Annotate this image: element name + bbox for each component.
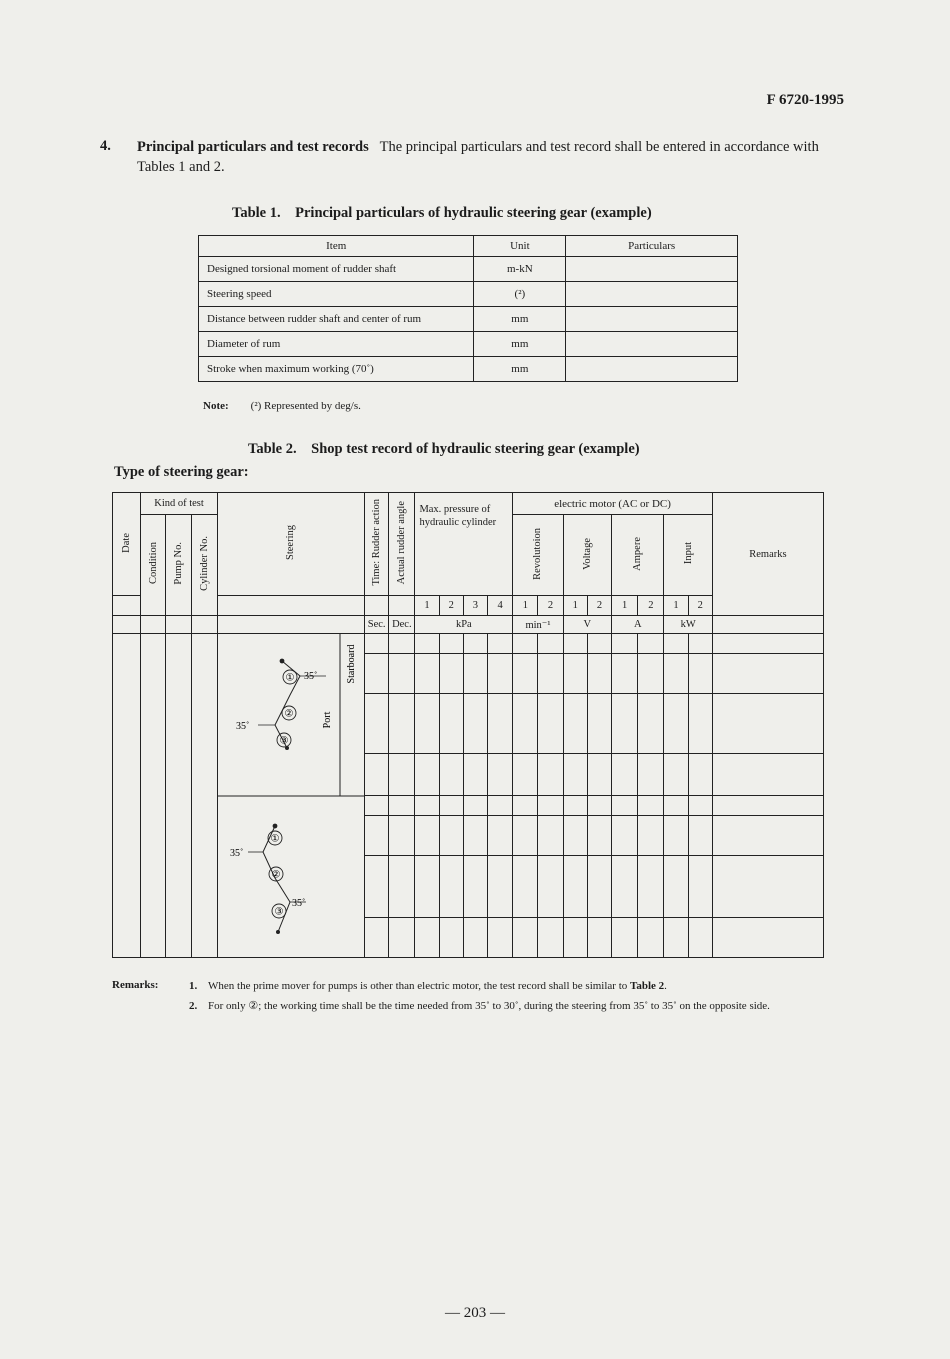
svg-text:③: ③ xyxy=(274,906,284,918)
particulars-cell xyxy=(566,332,738,357)
item-cell: Designed torsional moment of rudder shaft xyxy=(199,257,474,282)
volt-col-2: 2 xyxy=(587,596,611,616)
item-cell: Diameter of rum xyxy=(199,332,474,357)
unit-cell: mm xyxy=(474,357,566,382)
header-row-1 xyxy=(113,493,824,515)
cylinder-no-header: Cylinder No. xyxy=(191,515,217,616)
section-text-a: The principal particulars and test record shall be entered in accordance with xyxy=(379,139,819,155)
input-col-1: 1 xyxy=(664,596,688,616)
lower-angle-port: 35˚ xyxy=(229,848,244,859)
pressure-col-2: 2 xyxy=(439,596,463,616)
amp-col-1: 1 xyxy=(612,596,638,616)
table-row xyxy=(113,634,824,654)
unit-volt: V xyxy=(563,616,611,634)
kind-of-test-header: Kind of test xyxy=(141,493,218,515)
units-row xyxy=(113,616,824,634)
step-2-ref: ② xyxy=(248,1000,259,1012)
table1-note xyxy=(203,400,361,412)
rev-col-2: 2 xyxy=(538,596,563,616)
section-title: Principal particulars and test records xyxy=(137,139,369,155)
unit-amp: A xyxy=(612,616,664,634)
svg-text:①: ① xyxy=(285,672,295,684)
unit-cell: mm xyxy=(474,332,566,357)
unit-rev: min⁻¹ xyxy=(513,616,563,634)
remarks-label: Remarks: xyxy=(112,979,159,991)
particulars-cell xyxy=(566,282,738,307)
table-header-row xyxy=(199,236,738,257)
note-text: (²) Represented by deg/s. xyxy=(250,400,361,412)
table1-caption-text: Principal particulars of hydraulic steering gear (example) xyxy=(295,205,652,221)
steering-blank xyxy=(217,596,364,616)
time-blank xyxy=(365,596,389,616)
document-code: F 6720-1995 xyxy=(766,92,844,108)
unit-cell: m-kN xyxy=(474,257,566,282)
section-tables-ref: Tables 1 xyxy=(137,159,186,175)
upper-angle-port: 35˚ xyxy=(235,721,250,732)
input-col-2: 2 xyxy=(688,596,712,616)
section-number: 4. xyxy=(100,138,111,154)
date-header: Date xyxy=(113,493,141,596)
voltage-header: Voltage xyxy=(563,515,611,596)
svg-text:③: ③ xyxy=(279,735,289,747)
item-cell: Stroke when maximum working (70˚) xyxy=(199,357,474,382)
table-row xyxy=(199,282,738,307)
column-header-item: Item xyxy=(199,236,474,257)
section-text-b: and 2. xyxy=(185,159,225,175)
starboard-label: Starboard xyxy=(345,644,357,684)
actual-rudder-angle-header: Actual rudder angle xyxy=(389,493,415,596)
lower-angle-starboard: 35˚ xyxy=(291,898,306,909)
rudder-action-time-header: Time: Rudder action xyxy=(365,493,389,596)
table-row xyxy=(199,257,738,282)
steering-gear-type-label: Type of steering gear: xyxy=(114,464,249,480)
table2-caption-text: Shop test record of hydraulic steering gear (example) xyxy=(311,441,640,457)
svg-text:②: ② xyxy=(271,869,281,881)
table2-caption-number: Table 2. xyxy=(248,441,297,457)
pump-no-header: Pump No. xyxy=(166,515,191,616)
unit-kw: kW xyxy=(664,616,712,634)
unit-kpa: kPa xyxy=(415,616,513,634)
unit-deg: Dec. xyxy=(389,616,415,634)
revolution-header: Revolutoion xyxy=(513,515,563,596)
condition-header: Condition xyxy=(141,515,166,616)
table-row xyxy=(199,307,738,332)
particulars-cell xyxy=(566,357,738,382)
upper-angle-starboard: 35˚ xyxy=(303,671,318,682)
particulars-cell xyxy=(566,307,738,332)
item-cell: Steering speed xyxy=(199,282,474,307)
angle-blank xyxy=(389,596,415,616)
steering-header: Steering xyxy=(217,493,364,596)
shop-test-record-table xyxy=(112,492,824,958)
amp-col-2: 2 xyxy=(638,596,664,616)
remark-item-2: 2. For only ②; the working time shall be the time needed from 35˚ to 30˚, during the steering from 35˚ to 35˚ on the opposite side. xyxy=(189,1000,770,1012)
max-pressure-header: Max. pressure of hydraulic cylinder xyxy=(415,493,513,596)
steering-diagram-cell xyxy=(217,634,364,958)
input-header: Input xyxy=(664,515,712,596)
table1-caption-number: Table 1. xyxy=(232,205,281,221)
particulars-cell xyxy=(566,257,738,282)
page-number: — 203 — xyxy=(445,1305,505,1321)
item-cell: Distance between rudder shaft and center of rum xyxy=(199,307,474,332)
pressure-col-4: 4 xyxy=(488,596,513,616)
remark-item-1: 1. When the prime mover for pumps is other than electric motor, the test record shall be similar to Table 2. xyxy=(189,980,667,992)
column-header-unit: Unit xyxy=(474,236,566,257)
principal-particulars-table xyxy=(198,235,738,382)
port-label: Port xyxy=(321,711,333,729)
volt-col-1: 1 xyxy=(563,596,587,616)
unit-cell: (²) xyxy=(474,282,566,307)
table-row xyxy=(199,357,738,382)
remarks-header: Remarks xyxy=(712,493,823,616)
steering-sequence-diagram xyxy=(218,634,364,956)
unit-sec: Sec. xyxy=(365,616,389,634)
pressure-col-3: 3 xyxy=(463,596,487,616)
section-paragraph xyxy=(137,137,842,177)
column-header-particulars: Particulars xyxy=(566,236,738,257)
svg-text:①: ① xyxy=(270,833,280,845)
date-blank xyxy=(113,596,141,616)
note-label: Note: xyxy=(203,400,229,412)
electric-motor-header: electric motor (AC or DC) xyxy=(513,493,713,515)
unit-cell: mm xyxy=(474,307,566,332)
rev-col-1: 1 xyxy=(513,596,538,616)
ampere-header: Ampere xyxy=(612,515,664,596)
table-row xyxy=(199,332,738,357)
table2-caption xyxy=(248,441,640,458)
table1-caption xyxy=(232,205,652,222)
pressure-col-1: 1 xyxy=(415,596,439,616)
svg-text:②: ② xyxy=(284,708,294,720)
